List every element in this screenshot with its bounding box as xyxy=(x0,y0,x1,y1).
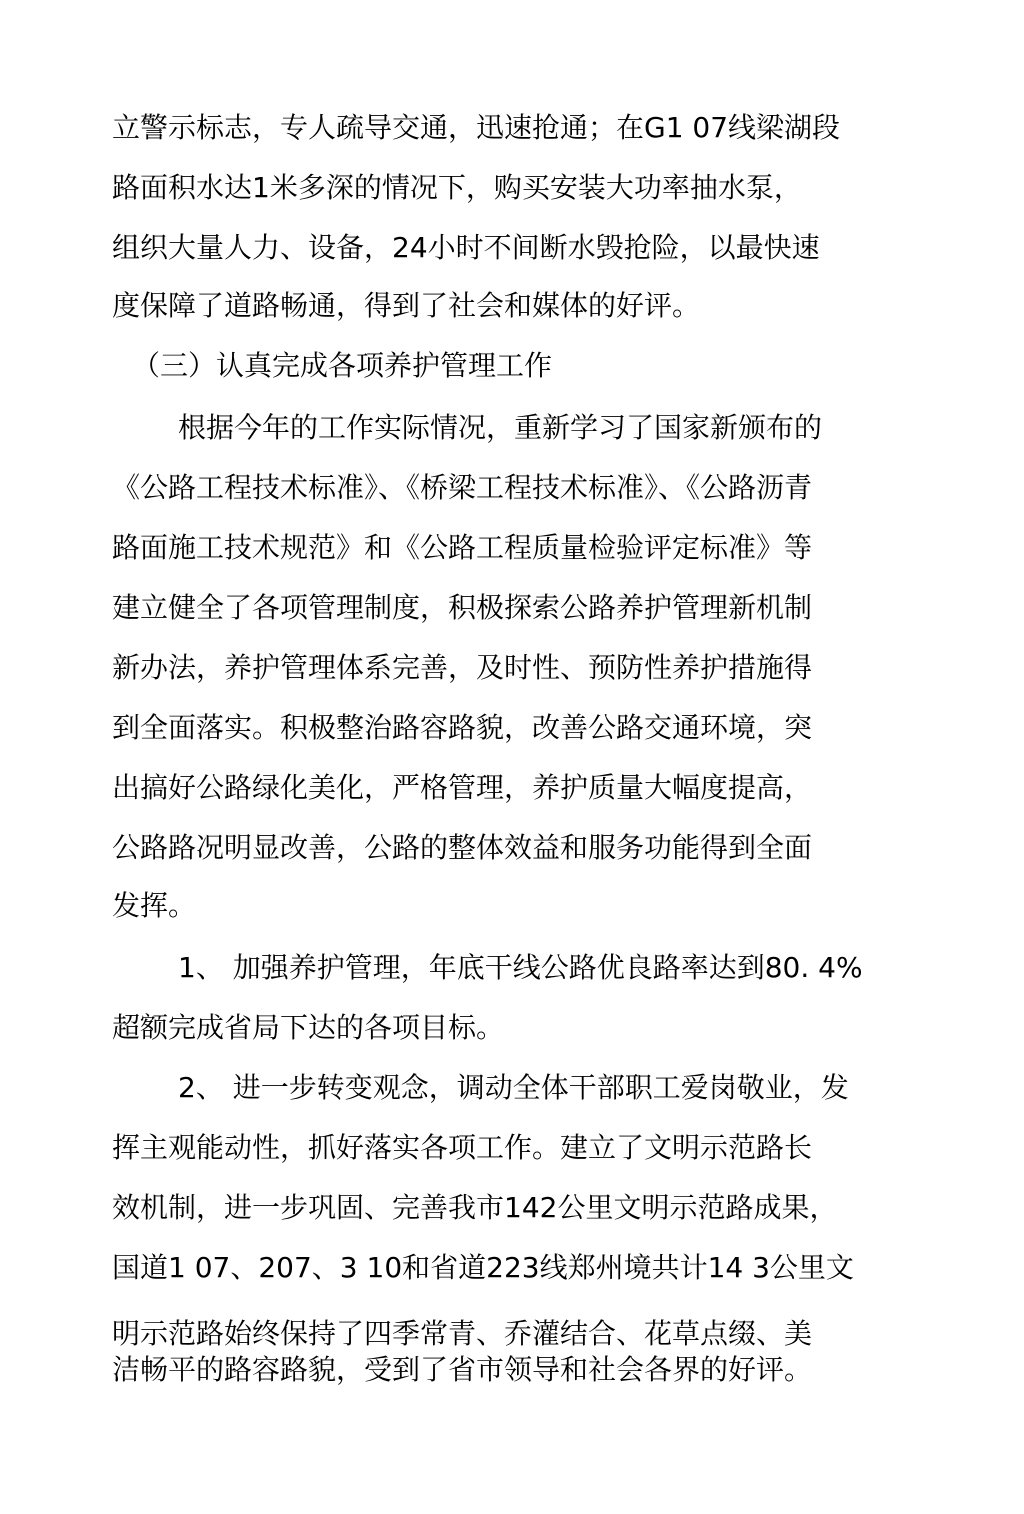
item-2-line-1: 2、 进一步转变观念，调动全体干部职工爱岗敬业，发 xyxy=(178,1071,849,1104)
item-2-line-3: 效机制，进一步巩固、完善我市142公里文明示范路成果， xyxy=(112,1191,838,1224)
paragraph-1-line-4: 度保障了道路畅通，得到了社会和媒体的好评。 xyxy=(112,289,701,322)
paragraph-2-line-2: 《公路工程技术标准》、《桥梁工程技术标准》、《公路沥青 xyxy=(112,471,813,504)
item-1-line-2: 超额完成省局下达的各项目标。 xyxy=(112,1011,505,1044)
paragraph-2-line-4: 建立健全了各项管理制度，积极探索公路养护管理新机制 xyxy=(112,591,813,624)
paragraph-2-line-1: 根据今年的工作实际情况，重新学习了国家新颁布的 xyxy=(178,411,823,444)
paragraph-1-line-3: 组织大量人力、设备，24小时不间断水毁抢险，以最快速 xyxy=(112,231,820,264)
paragraph-2-line-3: 路面施工技术规范》和《公路工程质量检验评定标准》等 xyxy=(112,531,813,564)
paragraph-1-line-2: 路面积水达1米多深的情况下，购买安装大功率抽水泵， xyxy=(112,171,802,204)
paragraph-1-line-1: 立警示标志，专人疏导交通，迅速抢通；在G1 07线梁湖段 xyxy=(112,111,841,144)
paragraph-2-line-6: 到全面落实。积极整治路容路貌，改善公路交通环境，突 xyxy=(112,711,813,744)
item-2-line-6: 洁畅平的路容路貌，受到了省市领导和社会各界的好评。 xyxy=(112,1353,813,1386)
item-2-line-2: 挥主观能动性，抓好落实各项工作。建立了文明示范路长 xyxy=(112,1131,813,1164)
paragraph-2-line-7: 出搞好公路绿化美化，严格管理，养护质量大幅度提高， xyxy=(112,771,813,804)
item-2-line-5: 明示范路始终保持了四季常青、乔灌结合、花草点缀、美 xyxy=(112,1317,813,1350)
paragraph-2-line-8: 公路路况明显改善，公路的整体效益和服务功能得到全面 xyxy=(112,831,813,864)
item-2-line-4: 国道1 07、207、3 10和省道223线郑州境共计14 3公里文 xyxy=(112,1251,854,1284)
section-heading: （三）认真完成各项养护管理工作 xyxy=(132,349,553,382)
item-1-line-1: 1、 加强养护管理，年底干线公路优良路率达到80. 4% xyxy=(178,951,863,984)
paragraph-2-line-9: 发挥。 xyxy=(112,889,197,922)
paragraph-2-line-5: 新办法，养护管理体系完善，及时性、预防性养护措施得 xyxy=(112,651,813,684)
